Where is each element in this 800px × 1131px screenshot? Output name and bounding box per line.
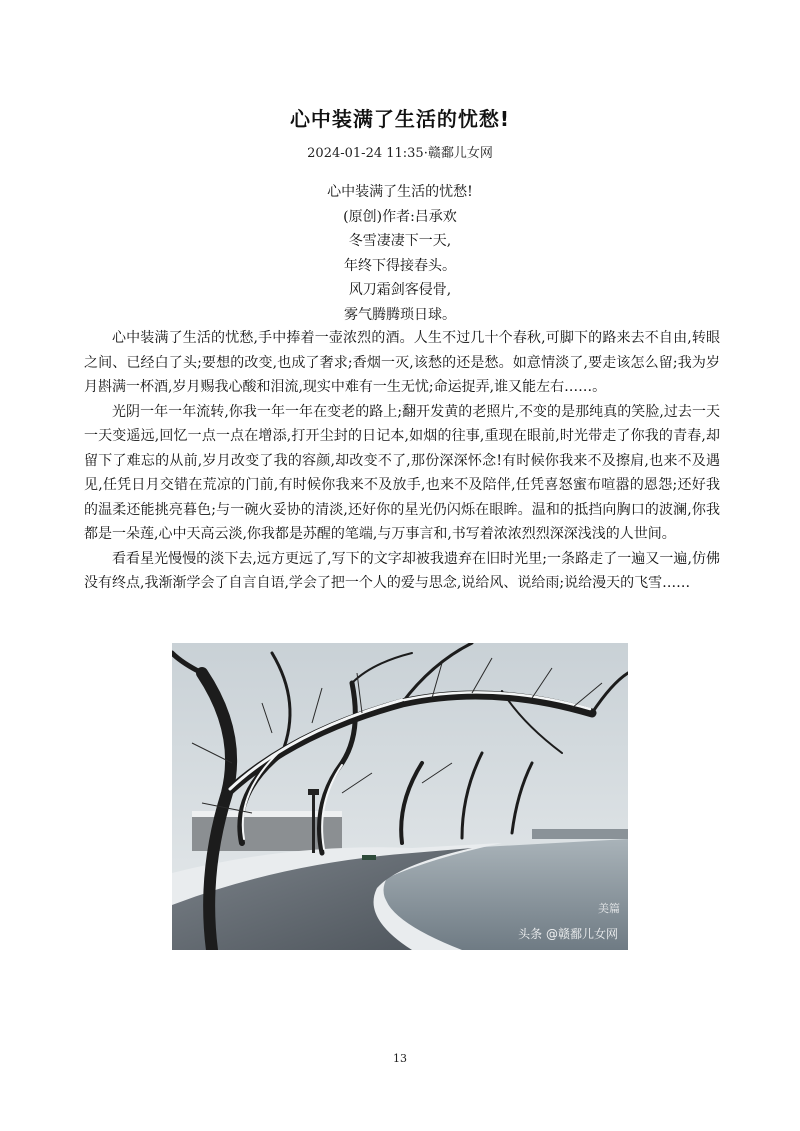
paragraph: 看看星光慢慢的淡下去,远方更远了,写下的文字却被我遗弃在旧时光里;一条路走了一遍又一遍,仿佛没有终点,我渐渐学会了自言自语,学会了把一个人的爱与思念,说给风、说给雨;说给漫天的飞雪…… — [84, 550, 720, 591]
article-body — [84, 326, 720, 596]
poem-line: (原创)作者:吕承欢 — [343, 208, 457, 225]
article-meta: 2024-01-24 11:35·赣鄱儿女网 — [307, 146, 493, 161]
snow-lake-photo — [172, 643, 628, 950]
poem-line: 雾气腾腾琐日球。 — [344, 306, 456, 323]
article-title: 心中装满了生活的忧愁! — [289, 107, 511, 131]
watermark-app: 美篇 — [598, 902, 620, 915]
poem-block — [0, 180, 800, 327]
paragraph: 光阴一年一年流转,你我一年一年在变老的路上;翻开发黄的老照片,不变的是那纯真的笑脸,过去一天一天变遥远,回忆一点一点在增添,打开尘封的日记本,如烟的往事,重现在眼前,时光带走了你我的青春,却留下了难忘的从前,岁月改变了我的容颜,却改变不了,那份深深怀念!有时候你我来不及擦肩,也来不及遇见,任凭日月交错在荒凉的门前,有时候你我来不及放手,也来不及陪伴,任凭喜怒蜜布喧嚣的恩怨;还好我的温柔还能挑亮暮色;与一碗火妥协的清淡,还好你的星光仍闪烁在眼眸。温和的抵挡向胸口的波澜,你我都是一朵莲,心中天高云淡,你我都是苏醒的笔端,与万事言和,书写着浓浓烈烈深深浅浅的人世间。 — [84, 403, 720, 542]
poem-line: 冬雪凄凄下一天, — [348, 233, 452, 249]
poem-line: 风刀霜剑客侵骨, — [348, 282, 452, 298]
page-number: 13 — [393, 1052, 407, 1065]
watermark-source: 头条 @赣鄱儿女网 — [518, 927, 618, 941]
paragraph: 心中装满了生活的忧愁,手中捧着一壶浓烈的酒。人生不过几十个春秋,可脚下的路来去不自由,转眼之间、已经白了头;要想的改变,也成了奢求;香烟一灭,该愁的还是愁。如意情淡了,要走该怎么留;我为岁月斟满一杯酒,岁月赐我心酸和泪流,现实中难有一生无忧;命运捉弄,谁又能左右……。 — [84, 330, 720, 395]
poem-line: 年终下得接春头。 — [344, 257, 456, 274]
poem-line: 心中装满了生活的忧愁! — [327, 184, 473, 200]
snow-scene-illustration — [172, 643, 628, 950]
